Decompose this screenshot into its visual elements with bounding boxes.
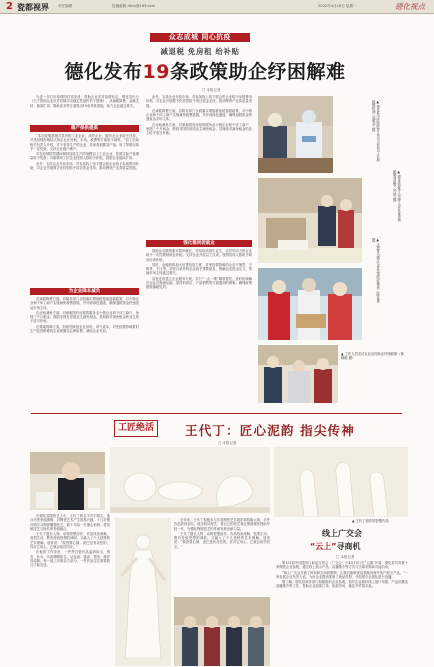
- sidebar-title-line1: 线上广交会: [322, 529, 362, 538]
- paragraph: 同时，金融机构加大信贷投放力度，对受疫情影响的企业不抽贷、不断贷、不压贷，对符合条件的企业给予贷款贴息，缓解企业资金压力，帮助市场主体渡过难关。: [146, 262, 252, 276]
- photo-artisan-works: [110, 447, 270, 513]
- article-column-2: [146, 95, 252, 237]
- photo-team: [174, 597, 270, 666]
- sidebar-byline: □ 本报记者: [336, 555, 355, 559]
- headline-banner: 众志成城 同心抗疫: [150, 33, 250, 42]
- section-heading-3: 强化稳岗促就业: [146, 240, 252, 247]
- paragraph: 据了解，德化县商务部门积极组织企业参展，指导企业做好线上展厅布置、产品拍摄及直播推介等工作，帮助企业抢抓订单、拓展市场，稳住外贸基本盘。: [276, 580, 408, 589]
- feature-text-1: [30, 514, 110, 664]
- headline-title: [30, 57, 380, 84]
- paragraph: 王代丁擅长人物、动物瓷塑创作，作品线条流畅、造型生动，既有传统瓷塑的神韵，又融入了个人独特的艺术理解。他常说：“做瓷要心静，泥巴是有灵性的，你对它用心，它就会给你回应。”: [30, 532, 110, 550]
- feature-byline: □ 本报记者: [218, 441, 237, 445]
- issue-date: 2022年4月18日 星期一: [318, 4, 357, 8]
- paragraph: 对在疫情防控期间保持连续生产的规模以上工业企业，按照实际产值增量给予奖励；对新增用工的企业按照人数给予补贴，鼓励企业稳岗扩岗。: [30, 152, 139, 161]
- paragraph: 在德化县陶瓷艺人中，王代丁的名字并不陌生。他自幼受家庭熏陶，对陶瓷艺术产生浓厚兴趣，十几岁便开始学习陶瓷雕塑技艺，数十年如一日潜心钻研，将传统技艺与现代审美相融合。: [30, 514, 110, 531]
- headline-subtitle: 减退税 免房租 给补贴: [160, 47, 240, 56]
- sidebar-title-suffix: 寻商机: [336, 542, 361, 551]
- paragraph: 在减税降费方面，县税务部门全面落实增值税留抵退税政策，对小微企业和个体工商户实施减免税费措施，并开辟绿色通道，确保退税资金快速直达市场主体。: [146, 108, 252, 122]
- photo-factory-visit: [258, 178, 362, 263]
- paragraph: 近年来，王代丁积极参与各类陶瓷艺术展览和技能大赛，多件作品获得金奖。他还收徒授艺，将自己的技艺毫无保留地传授给年轻一代，为德化陶瓷技艺的传承发展贡献力量。: [174, 518, 270, 531]
- sidebar-text: [276, 561, 408, 665]
- headline-title-prefix: 德化发布: [64, 61, 143, 83]
- paragraph: 鼓励企业吸纳重点群体就业，对招用高校毕业生、农村劳动力的企业给予一次性吸纳就业补贴。支持企业开展以工代训，按照培训人数给予职业培训补贴。: [146, 249, 252, 262]
- photo-volunteers-image: [258, 268, 362, 340]
- paragraph: 第131届中国进出口商品交易会（广交会）于4月15日在“云端”开幕，德化县共有数十家陶瓷企业参展，通过线上展示产品、直播推介等方式与全球采购商对接洽谈。: [276, 561, 408, 570]
- article-lead: [30, 95, 139, 123]
- article-section-3: [146, 249, 252, 409]
- headline-byline: □ 本报记者: [202, 88, 221, 92]
- page-name: 瓷都视界: [17, 3, 49, 12]
- headline-title-suffix: 条政策助企纾困解难: [169, 61, 346, 83]
- photo-tax-office-image: [258, 345, 338, 403]
- page-number: 2: [6, 1, 13, 12]
- photo-caption-3: ▲ 工作人员走访企业宣传助企纾困政策（林晓聪 摄）: [341, 352, 404, 361]
- section-heading-2: 为企业降本减负: [30, 288, 139, 295]
- sidebar-title-line2: [310, 541, 361, 552]
- photo-caption-2: ▲ 志愿者为辖区企业运送防疫物资（陈佳惠 摄）: [371, 238, 380, 303]
- photo-caption-4: ▲ 德化县税务人员深入企业宣讲减税降费政策（苏婷 摄）: [392, 170, 401, 222]
- page-header: [0, 0, 434, 14]
- photo-covid-testing-image: [258, 96, 333, 173]
- photo-artisan-works-image: [110, 447, 270, 513]
- headline-title-number: 19: [142, 61, 170, 83]
- photo-figurines: [274, 447, 408, 517]
- section-heading-1: 稳产保供提质: [30, 125, 139, 132]
- photo-dancing-figure: [115, 518, 171, 666]
- paragraph: 在房租减免方面，对承租国有房屋的服务业小微企业和个体工商户，免除三个月租金，鼓励非国有房屋业主减免租金，县财政对减免租金的业主给予适当补助。: [30, 310, 139, 324]
- photo-artisan-portrait-image: [30, 452, 105, 510]
- paragraph: 此外，支持企业开拓市场，对参加线上线下展会的企业给予参展费用补贴，对企业开展数字化转型给予项目资金支持，推动陶瓷产业高质量发展。: [146, 95, 252, 108]
- paragraph: 王代丁擅长人物、动物瓷塑创作，作品线条流畅、造型生动，既有传统瓷塑的神韵，又融入了个人独特的艺术理解。他常说：“做瓷要心静，泥巴是有灵性的，你对它用心，它就会给你回应。”: [174, 531, 270, 549]
- photo-caption-works: ▲ 王代丁创作的瓷塑作品: [352, 519, 389, 523]
- photo-tax-office: [258, 345, 338, 403]
- newspaper-logo: 德化视点: [395, 2, 425, 11]
- editor-label: 责任编辑: [58, 4, 73, 8]
- photo-factory-visit-image: [258, 178, 362, 263]
- photo-covid-testing: [258, 96, 333, 173]
- section-divider: [31, 413, 402, 414]
- paragraph: 在减税降费方面，县税务部门全面落实增值税留抵退税政策，对小微企业和个体工商户实施减免税费措施，并开辟绿色通道，确保退税资金快速直达市场主体。: [30, 297, 139, 310]
- paragraph: 此外，支持企业开拓市场，对参加线上线下展会的企业给予参展费用补贴，对企业开展数字化转型给予项目资金支持，推动陶瓷产业高质量发展。: [30, 161, 139, 171]
- article-section-2: [30, 297, 139, 409]
- paragraph: 在房租减免方面，对承租国有房屋的服务业小微企业和个体工商户，免除三个月租金，鼓励非国有房屋业主减免租金，县财政对减免租金的业主给予适当补助。: [146, 122, 252, 136]
- photo-team-image: [174, 597, 270, 666]
- paragraph: “本次政策措施对县内的工业企业、商贸企业、服务业企业给予扶持，对受疫情影响较大的企业在房租、水电、税费等方面给予减免。”县工信局相关负责人介绍，对于坚持生产的企业，县里将根据其产值、用工等情况给予一定奖励，支持企业稳产满产。: [30, 134, 139, 151]
- article-lead-text: 为进一步打好疫情防控攻坚战，帮助企业应对疫情冲击，德化县出台《关于帮助企业应对疫情冲击稳定发展的若干措施》，从减税降费、金融支持、稳岗扩岗、降低成本等方面提出19条具体措施，助力企业渡过难关。: [30, 95, 139, 108]
- article-section-1: [30, 134, 139, 285]
- photo-dancing-figure-image: [115, 518, 171, 666]
- photo-caption-1: ▲ 德化县中医院医务人员为企业员工开展核酸检测（郑明华 摄）: [371, 100, 380, 162]
- feature-text-2: [174, 518, 270, 593]
- sidebar-title-highlight: “云上”: [310, 542, 337, 551]
- paragraph: 在他的工作室里，一件件白瓷作品温润如玉，观音、仕女、鸟兽栩栩如生。从选泥、揉泥、塑形、修坯到烧制，每一道工序都亲力亲为，一件作品往往需要数月才能完成。: [30, 550, 110, 568]
- photo-artisan-portrait: [30, 452, 105, 510]
- photo-volunteers: [258, 268, 362, 340]
- feature-title: 王代丁：匠心泥韵 指尖传神: [185, 423, 355, 438]
- paragraph: 县里还将建立企业服务专班，实行“一企一策”精准帮扶，及时协调解决企业在物流运输、原材料供应、产品销售等方面遇到的困难，确保政策措施落地见效。: [146, 276, 252, 290]
- paragraph: “线上广交会打破了时间和空间的限制，让我们能够更直观地向海外客户展示产品。”一家参展企业负责人说，为此企业提前准备了新品样册，并组建专业团队进行直播。: [276, 570, 408, 579]
- paragraph: 在要素保障方面，阶段性降低企业用电、用气成本，对受疫情影响暂时生产经营困难的企业缓缴社会保险费，减轻企业负担。: [30, 324, 139, 334]
- contact-email: 投稿邮箱 dhrb@163.com: [112, 4, 156, 8]
- photo-figurines-image: [274, 447, 408, 517]
- feature-tag: 工匠绝活: [114, 420, 158, 437]
